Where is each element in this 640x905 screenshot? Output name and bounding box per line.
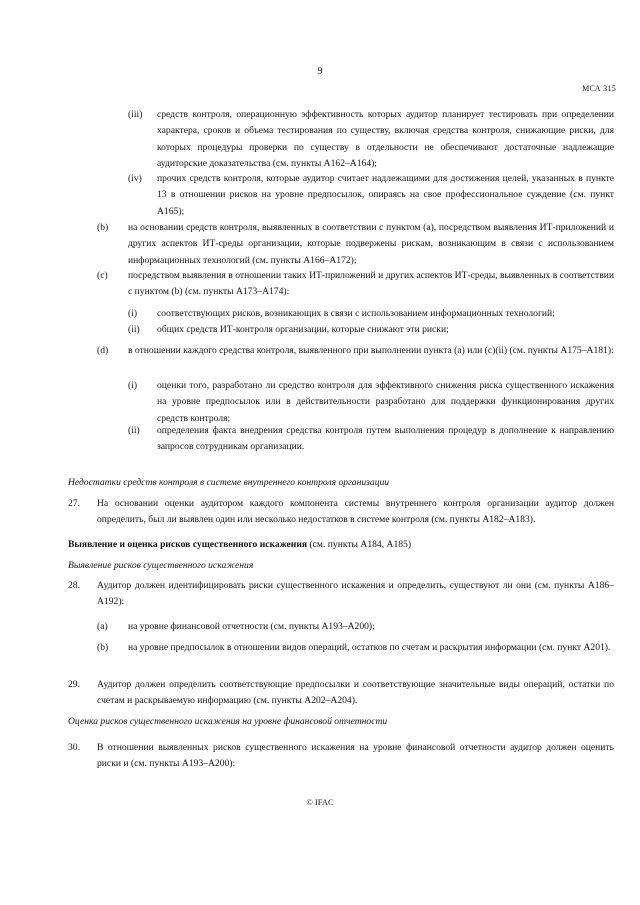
para-28b-marker: (b)	[97, 642, 109, 653]
para-28a-text: на уровне финансовой отчетности (см. пункты А193–А200);	[128, 621, 375, 632]
subheading-assessment: Оценка рисков существенного искажения на уровне финансовой отчетности	[68, 716, 388, 727]
item-d-ii-text: определения факта внедрения средства контроля путем выполнения процедур в дополнение к направлению запросов сотрудникам организации.	[157, 425, 614, 453]
para-28-number: 28.	[68, 580, 80, 591]
item-c-ii-marker: (ii)	[128, 324, 140, 335]
para-28-text: Аудитор должен идентифицировать риски существенного искажения и определить, существуют ли они (см. пункты А186–А192):	[97, 580, 614, 608]
item-c-text: посредством выявления в отношении таких ИТ-приложений и других аспектов ИТ-среды, выявленных в соответствии с пунктом (b) (см. пункты А173–А174):	[128, 270, 614, 298]
page-number: 9	[317, 66, 323, 77]
para-28a-marker: (a)	[97, 621, 108, 632]
item-c-i-marker: (i)	[128, 308, 138, 319]
item-c-marker: (c)	[97, 270, 108, 281]
section-heading-identification	[68, 537, 614, 553]
heading-reference-part: (см. пункты А184, А185)	[307, 539, 412, 550]
item-c-ii-text: общих средств ИТ-контроля организации, которые снижают эти риски;	[157, 324, 449, 335]
para-29-text: Аудитор должен определить соответствующие предпосылки и соответствующие значительные виды операций, остатки по счетам и раскрываемую информацию (см. пункты А202–А204).	[97, 679, 614, 707]
item-iii-marker: (iii)	[128, 109, 143, 120]
para-30-number: 30.	[68, 742, 80, 753]
item-b-marker: (b)	[97, 222, 109, 233]
standard-code: МСА 315	[582, 84, 616, 93]
item-iv-text: прочих средств контроля, которые аудитор считает надлежащими для достижения целей, указанных в пункте 13 в отношении рисков на уровне предпосылок, опираясь на свое профессиональное суждение (см. пункт А165);	[157, 173, 614, 217]
item-d-text: в отношении каждого средства контроля, выявленного при выполнении пункта (а) или (с)(ii) (см. пункты А175–А181):	[128, 345, 614, 356]
item-d-marker: (d)	[97, 345, 109, 356]
copyright-footer: © IFAC	[306, 797, 334, 807]
para-29-number: 29.	[68, 679, 80, 690]
para-27-text: На основании оценки аудитором каждого компонента системы внутреннего контроля организации аудитор должен определить, был ли выявлен один или несколько недостатков в системе контроля (см. пункты А182–А183).	[97, 498, 614, 526]
para-27-number: 27.	[68, 498, 80, 509]
para-28b-text: на уровне предпосылок в отношении видов операций, остатков по счетам и раскрытия информации (см. пункт А201).	[128, 642, 611, 653]
item-d-ii-marker: (ii)	[128, 425, 140, 436]
subheading-identification: Выявление рисков существенного искажения	[68, 560, 254, 571]
item-iv-marker: (iv)	[128, 173, 142, 184]
item-iii-text: средств контроля, операционную эффективность которых аудитор планирует тестировать при определении характера, сроков и объема тестирования по существу, включая средства контроля, снижающие риски, для которых процедуры проверки по существу в отдельности не обеспечивают достаточные надлежащие аудиторские доказательства (см. пункты А162–А164);	[157, 109, 614, 170]
item-b-text: на основании средств контроля, выявленных в соответствии с пунктом (а), посредством выявления ИТ-приложений и других аспектов ИТ-среды организации, которые подвержены рискам, возникающим в связи с использованием информационных технологий (см. пункты А166–А172);	[128, 222, 614, 266]
item-d-i-text: оценки того, разработано ли средство контроля для эффективного снижения риска существенного искажения на уровне предпосылок или в действительности разработано для поддержки функционирования других средств контроля;	[157, 380, 614, 424]
item-d-i-marker: (i)	[128, 380, 138, 391]
section-heading-deficiencies: Недостатки средств контроля в системе внутреннего контроля организации	[68, 477, 390, 488]
para-30-text: В отношении выявленных рисков существенного искажения на уровне финансовой отчетности аудитор должен оценить риски и (см. пункты А193–А200):	[97, 742, 614, 770]
heading-bold-part: Выявление и оценка рисков существенного искажения	[68, 539, 308, 550]
item-c-i-text: соответствующих рисков, возникающих в связи с использованием информационных технологий;	[157, 308, 555, 319]
